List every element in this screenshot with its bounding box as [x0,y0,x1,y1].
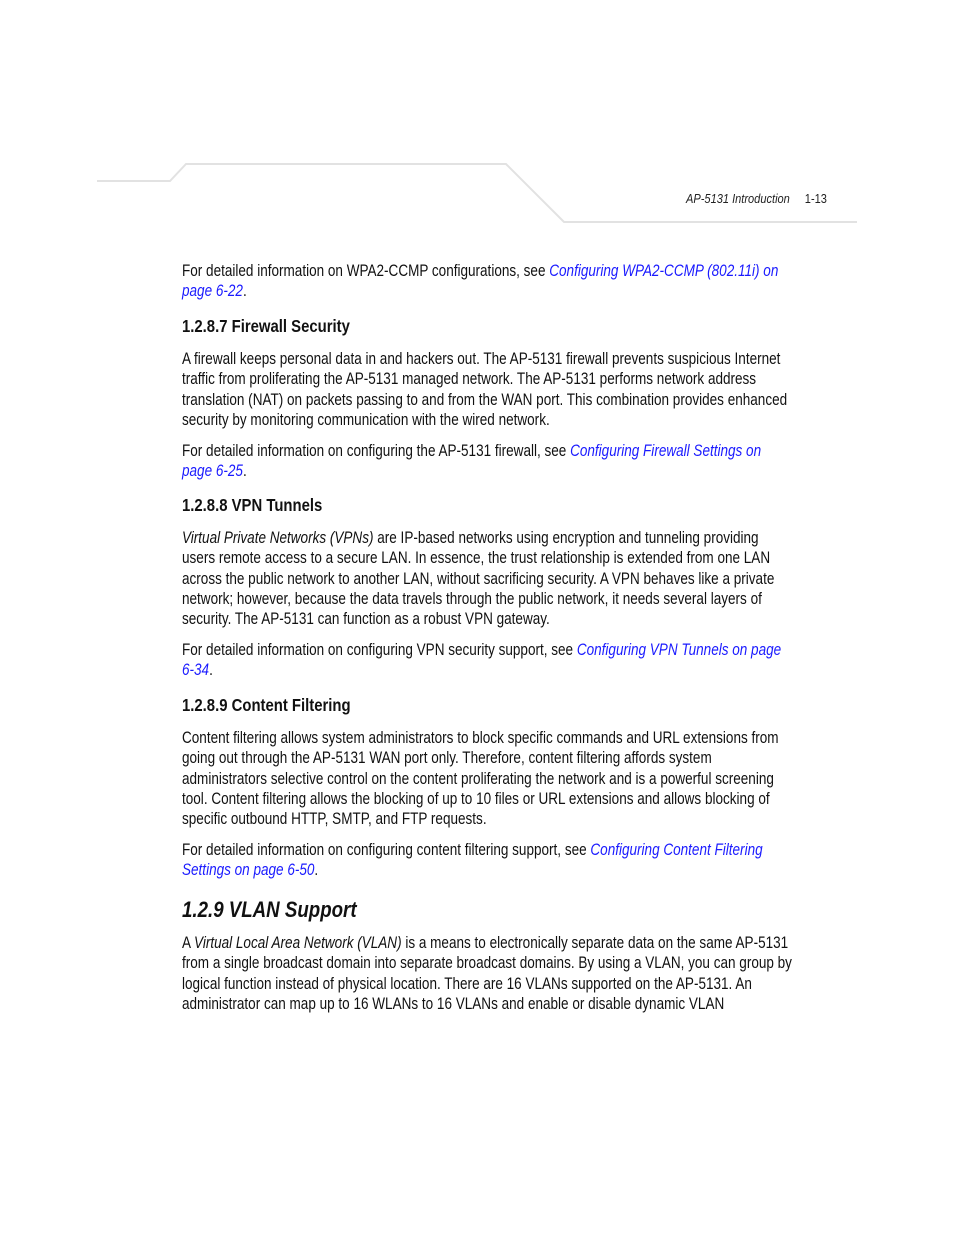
paragraph-line [182,461,247,481]
cross-reference-link[interactable]: Configuring VPN Tunnels on page [576,641,782,659]
section-heading: 1.2.9 VLAN Support [182,897,357,922]
paragraph-line [182,369,756,389]
text: For detailed information on configuring content filtering support, see [182,841,591,859]
text: across the public network to another LAN, without sacrificing security. A VPN behaves like a private [182,569,775,588]
text: For detailed information on configuring the AP-5131 firewall, see [182,442,571,460]
text: from a single broadcast domain into separate broadcast domains. By using a VLAN, you can group by [182,954,792,973]
text: For detailed information on configuring VPN security support, see [182,641,577,659]
paragraph-line [182,860,318,880]
paragraph-line [182,441,761,461]
paragraph-line [182,933,788,953]
text: translation (NAT) on packets passing to and from the WAN port. This combination provides enhanced [182,390,788,409]
text: administrators selective control on the content proliferating the network and is a powerful screening [182,769,774,788]
cross-reference-link[interactable]: page 6-22 [182,282,243,301]
paragraph-line [182,589,762,609]
text: A [182,934,195,952]
paragraph-line [182,953,792,973]
cross-reference-link[interactable]: Settings on page 6-50 [182,861,315,880]
running-header [686,191,827,206]
paragraph-line [182,410,550,430]
text: network; however, because the data travels through the public network, it needs several layers of [182,589,762,608]
text: Content filtering allows system administrators to block specific commands and URL extensions from [182,729,779,747]
text: security by monitoring communication with the wired network. [182,410,550,429]
cross-reference-link[interactable]: 6-34 [182,661,210,680]
paragraph-line [182,974,752,994]
text: . [314,861,319,880]
text: . [209,661,213,680]
text: A firewall keeps personal data in and hackers out. The AP-5131 firewall prevents suspicious Internet [182,350,781,368]
paragraph-line [182,840,763,860]
paragraph-line [182,994,724,1014]
paragraph-line [182,569,774,589]
section-heading: 1.2.8.9 Content Filtering [182,695,351,715]
paragraph-line [182,261,778,281]
text: going out through the AP-5131 WAN port only. Therefore, content filtering affords system [182,749,712,768]
paragraph-line [182,769,774,789]
text: users remote access to a secure LAN. In essence, the trust relationship is extended from one LAN [182,549,771,568]
text: For detailed information on WPA2-CCMP configurations, see [182,262,550,280]
text: . [242,282,247,301]
paragraph-line [182,789,770,809]
text: security. The AP-5131 can function as a robust VPN gateway. [182,610,550,629]
text: administrator can map up to 16 WLANs to 16 VLANs and enable or disable dynamic VLAN [182,994,725,1013]
paragraph-line [182,748,712,768]
paragraph-line [182,281,247,301]
italic-term: Virtual Private Networks (VPNs) [182,529,374,547]
paragraph-line [182,640,781,660]
paragraph-line [182,609,550,629]
cross-reference-link[interactable]: Configuring Firewall Settings on [570,442,762,460]
paragraph-line [182,809,487,829]
chapter-title: AP-5131 Introduction [686,191,790,206]
cross-reference-link[interactable]: page 6-25 [182,462,243,481]
paragraph-line [182,548,770,568]
text: is a means to electronically separate data on the same AP-5131 [401,934,789,952]
section-heading: 1.2.8.7 Firewall Security [182,316,350,336]
paragraph-line [182,728,779,748]
text: specific outbound HTTP, SMTP, and FTP requests. [182,810,487,829]
page-number: 1-13 [804,191,827,206]
text: . [242,462,247,481]
paragraph-line [182,390,787,410]
paragraph-line [182,349,780,369]
section-heading: 1.2.8.8 VPN Tunnels [182,495,323,515]
paragraph-line [182,660,213,680]
cross-reference-link[interactable]: Configuring Content Filtering [590,841,763,859]
text: traffic from proliferating the AP-5131 managed network. The AP-5131 performs network address [182,370,757,389]
text: are IP-based networks using encryption and tunneling providing [373,529,759,547]
italic-term: Virtual Local Area Network (VLAN) [194,934,402,952]
paragraph-line [182,528,759,548]
text: tool. Content filtering allows the blocking of up to 10 files or URL extensions and allows blocking of [182,789,770,808]
text: logical function instead of physical location. There are 16 VLANs supported on the AP-5131. An [182,974,752,993]
cross-reference-link[interactable]: Configuring WPA2-CCMP (802.11i) on [549,262,779,280]
